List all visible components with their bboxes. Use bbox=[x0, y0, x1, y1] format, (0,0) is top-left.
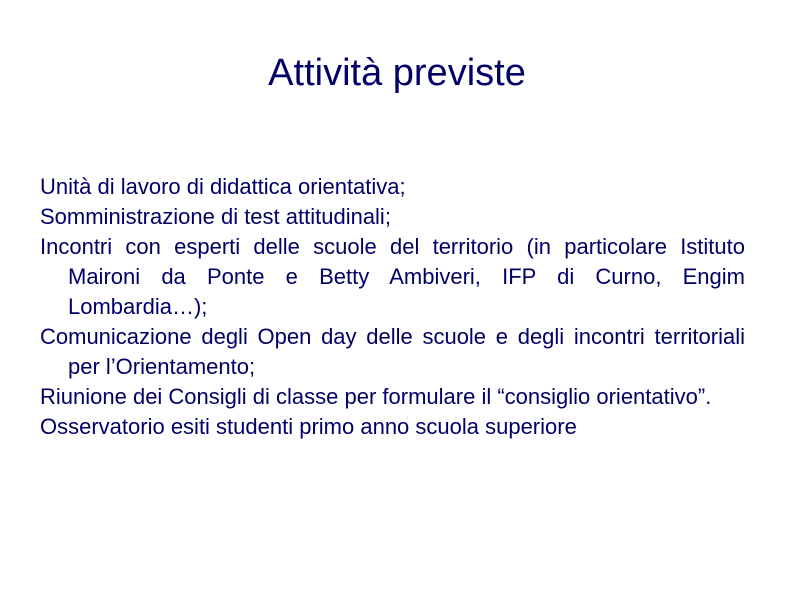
list-item: Riunione dei Consigli di classe per formulare il “consiglio orientativo”. bbox=[40, 384, 712, 409]
slide-title: Attività previste bbox=[268, 52, 526, 94]
list-item: Osservatorio esiti studenti primo anno scuola superiore bbox=[40, 414, 577, 439]
list-item: Somministrazione di test attitudinali; bbox=[40, 204, 391, 229]
list-item: Incontri con esperti delle scuole del territorio (in particolare Istituto Maironi da Ponte e Betty Ambiveri, IFP di Curno, Engim Lombardia…); bbox=[40, 234, 745, 319]
list-item: Comunicazione degli Open day delle scuole e degli incontri territoriali per l’Orientamento; bbox=[40, 324, 745, 379]
activity-list bbox=[40, 172, 745, 442]
list-item: Unità di lavoro di didattica orientativa; bbox=[40, 174, 406, 199]
